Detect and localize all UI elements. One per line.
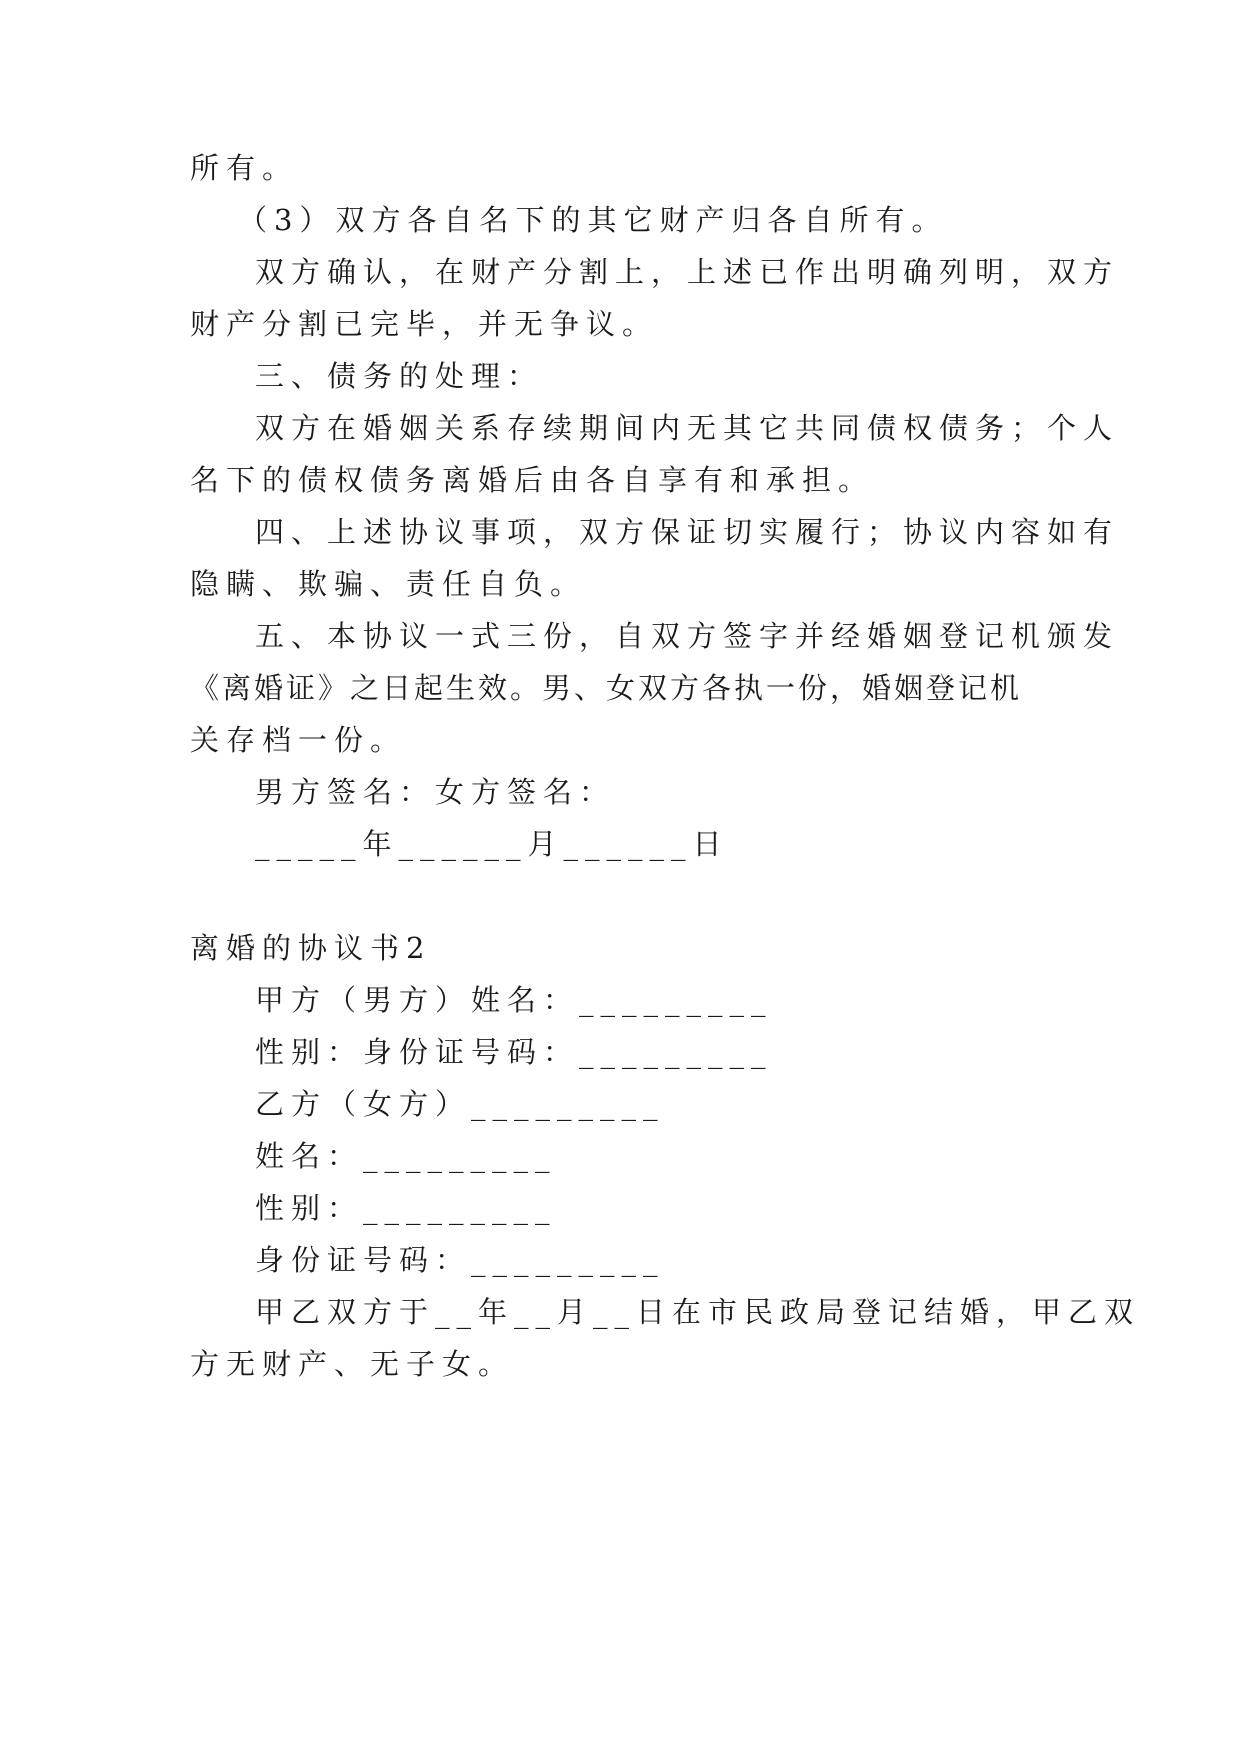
paragraph-line: 隐瞒、欺骗、责任自负。: [190, 567, 587, 601]
date-line: _____年______月______日: [255, 827, 729, 861]
paragraph-line: 四、上述协议事项，双方保证切实履行；协议内容如有: [255, 515, 1120, 549]
paragraph-line: 五、本协议一式三份，自双方签字并经婚姻登记机颁发: [255, 619, 1120, 653]
document-title: 离婚的协议书2: [190, 931, 432, 965]
form-field-line: 姓名：_________: [255, 1139, 557, 1173]
form-field-line: 性别：_________: [255, 1191, 557, 1225]
form-field-line: 乙方（女方）_________: [255, 1087, 665, 1121]
section-heading: 三、债务的处理：: [255, 359, 544, 393]
paragraph-line: 关存档一份。: [190, 723, 407, 757]
paragraph-line: 方无财产、无子女。: [190, 1347, 515, 1381]
paragraph-line: 名下的债权债务离婚后由各自享有和承担。: [190, 463, 875, 497]
paragraph-line: 双方在婚姻关系存续期间内无其它共同债权债务；个人: [255, 411, 1120, 445]
signature-line: 男方签名：女方签名：: [255, 775, 616, 809]
paragraph-line: 甲乙双方于__年__月__日在市民政局登记结婚，甲乙双: [255, 1295, 1141, 1329]
form-field-line: 身份证号码：_________: [255, 1243, 665, 1277]
paragraph-line: 所有。: [190, 151, 299, 185]
paragraph-line: 财产分割已完毕，并无争议。: [190, 307, 659, 341]
paragraph-line: 双方确认，在财产分割上，上述已作出明确列明，双方: [255, 255, 1120, 289]
form-field-line: 甲方（男方）姓名：_________: [255, 983, 773, 1017]
form-field-line: 性别：身份证号码：_________: [255, 1035, 773, 1069]
paragraph-line: 《离婚证》之日起生效。男、女双方各执一份，婚姻登记机: [190, 671, 1023, 705]
paragraph-line: （3）双方各自名下的其它财产归各自所有。: [238, 203, 948, 237]
